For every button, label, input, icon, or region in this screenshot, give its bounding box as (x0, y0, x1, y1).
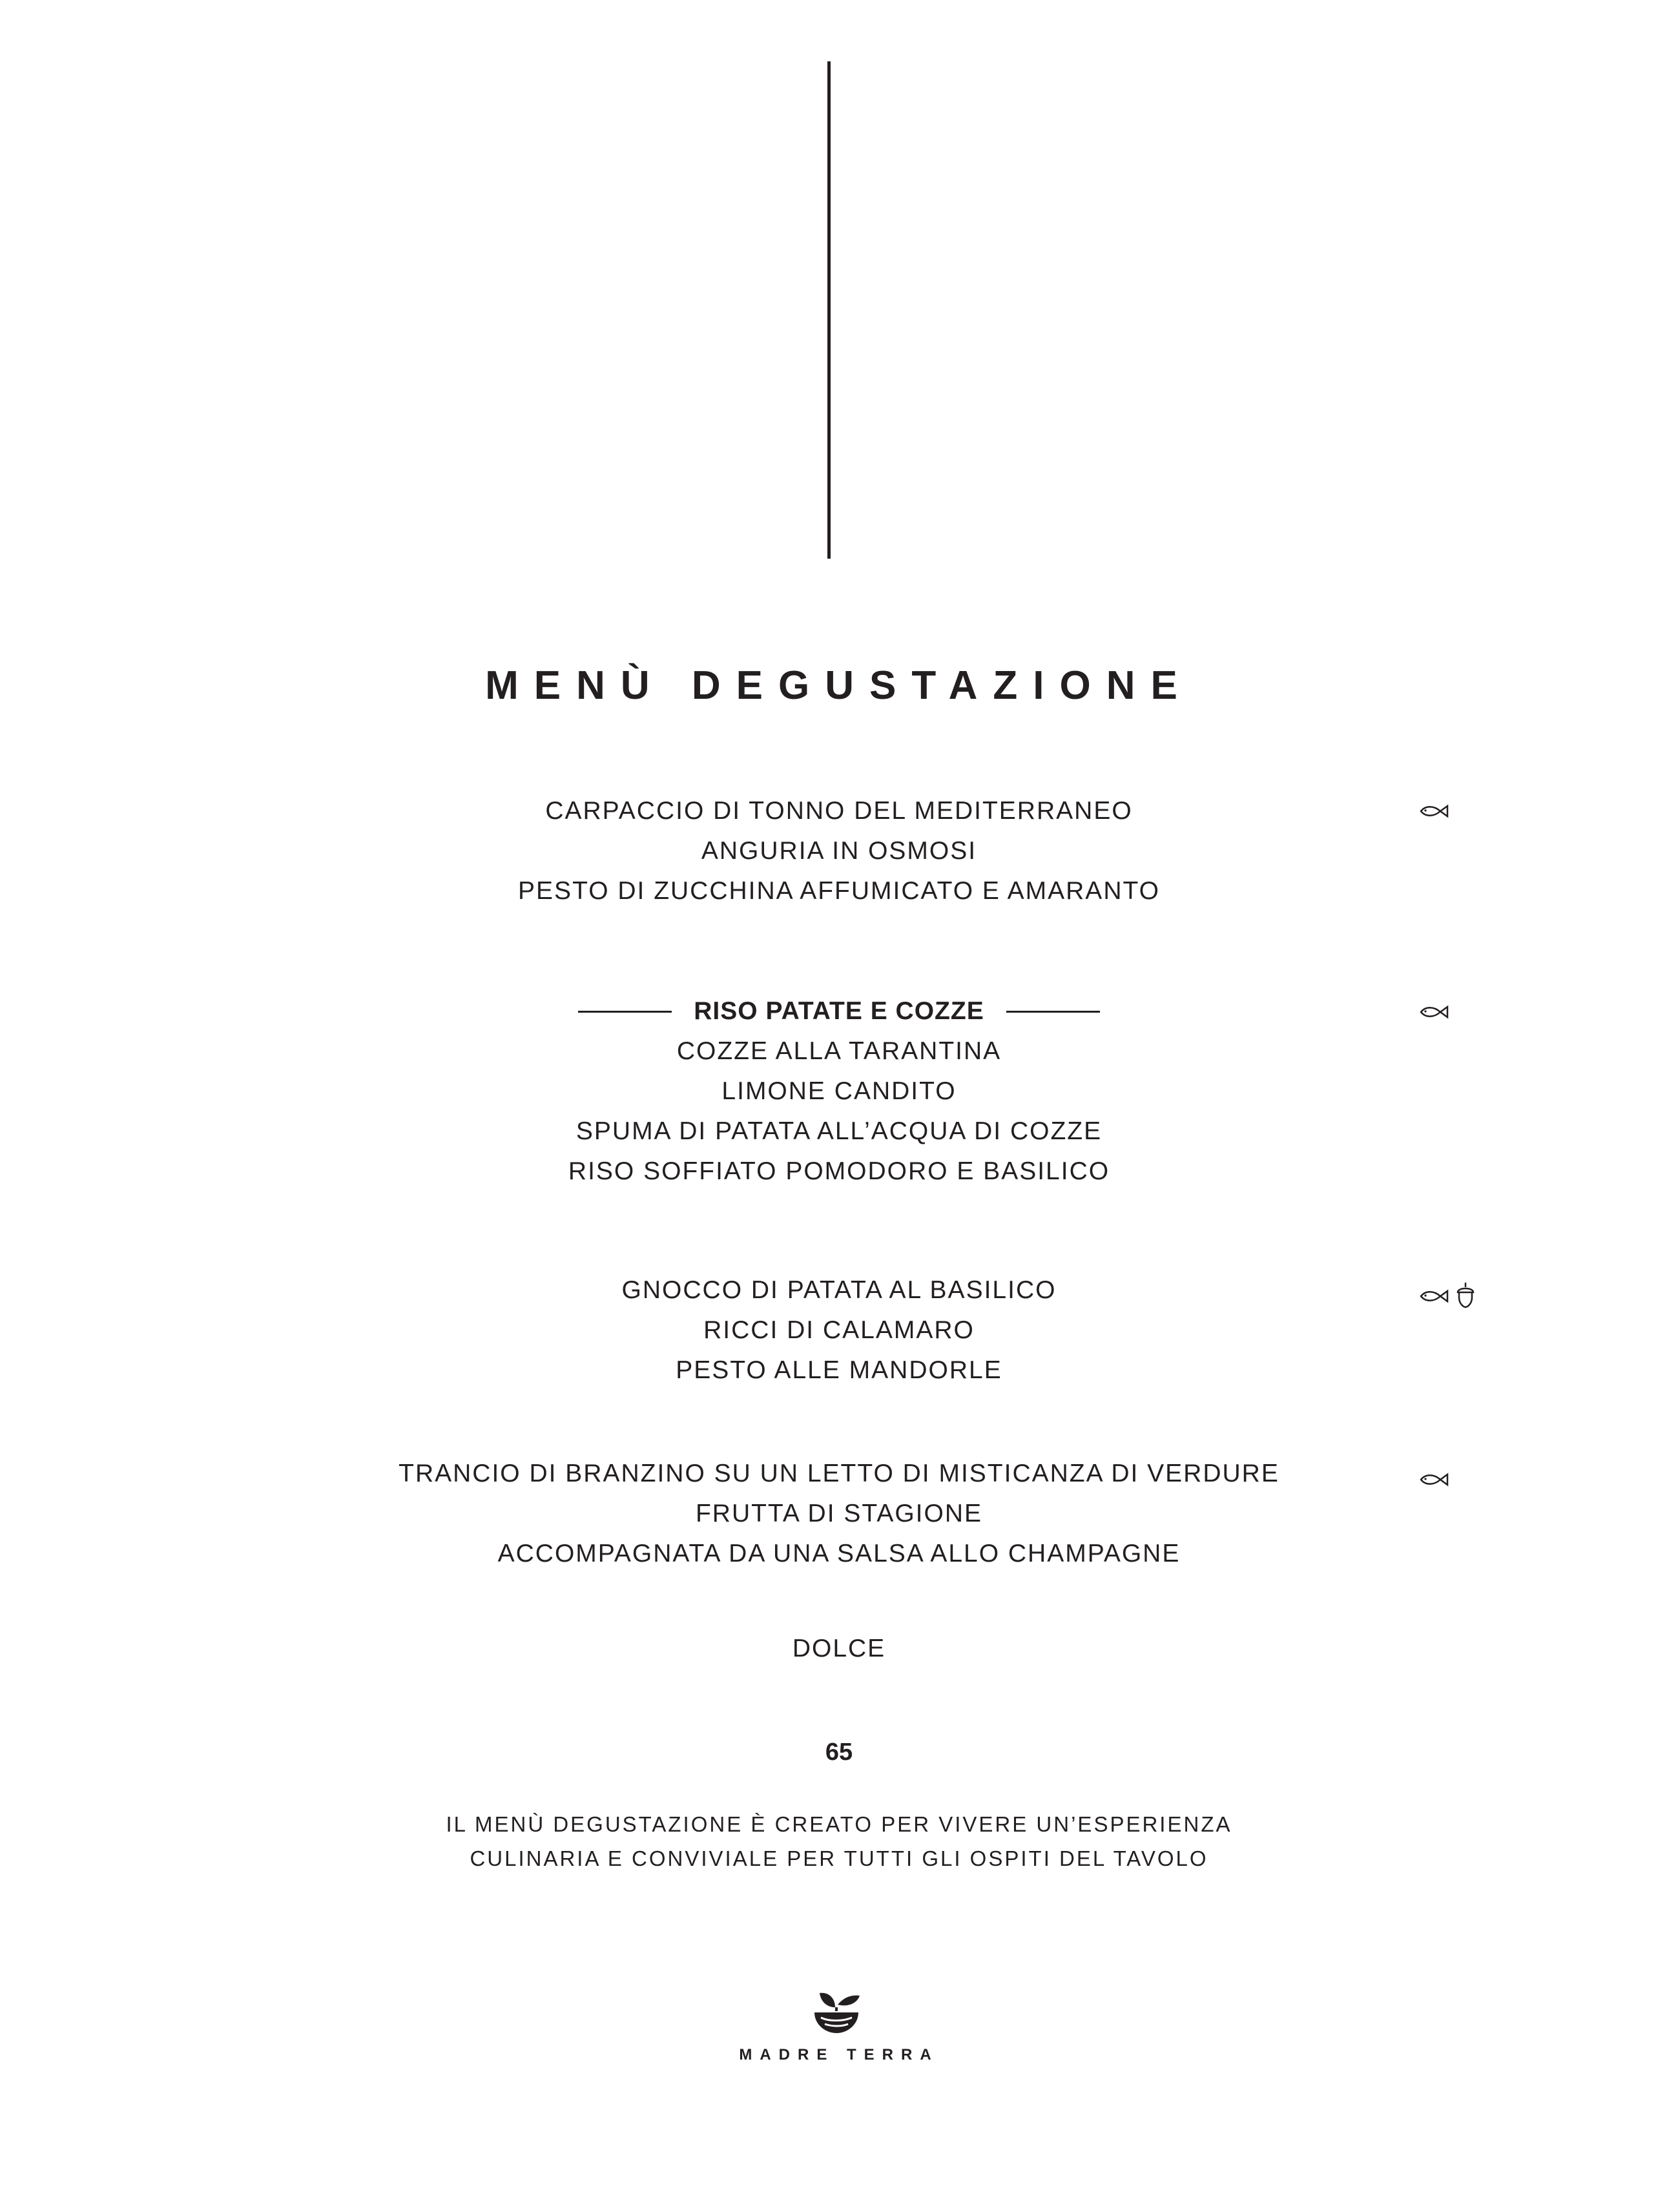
course-1-line-2: ANGURIA IN OSMOSI (701, 837, 977, 865)
course-1-line-1: CARPACCIO DI TONNO DEL MEDITERRANEO (545, 797, 1133, 825)
course-3-line-2: RICCI DI CALAMARO (703, 1316, 975, 1344)
menu-title: MENÙ DEGUSTAZIONE (485, 663, 1193, 708)
menu-price: 65 (825, 1739, 853, 1766)
decorative-vertical-line (827, 61, 831, 559)
course-2-heading-text: RISO PATATE E COZZE (694, 997, 984, 1025)
course-4-line-3: ACCOMPAGNATA DA UNA SALSA ALLO CHAMPAGNE (497, 1540, 1181, 1567)
course-5-line-1: DOLCE (792, 1635, 886, 1662)
course-3-line-3: PESTO ALLE MANDORLE (676, 1356, 1002, 1384)
course-2-line-3: SPUMA DI PATATA ALL’ACQUA DI COZZE (575, 1117, 1103, 1145)
heading-dash-left (578, 1011, 672, 1013)
course-2-line-1: COZZE ALLA TARANTINA (676, 1037, 1002, 1065)
brand-name: MADRE TERRA (739, 2046, 939, 2063)
acorn-icon (1456, 1281, 1475, 1308)
course-2-line-4: RISO SOFFIATO POMODORO E BASILICO (568, 1157, 1110, 1185)
fish-icon (1420, 1005, 1449, 1019)
course-2-line-2: LIMONE CANDITO (721, 1077, 957, 1105)
fish-icon (1420, 1473, 1449, 1487)
fish-icon (1420, 804, 1449, 818)
heading-dash-right (1006, 1011, 1100, 1013)
fish-icon (1420, 1289, 1449, 1303)
course-3-line-1: GNOCCO DI PATATA AL BASILICO (621, 1276, 1057, 1304)
note-line-1: IL MENÙ DEGUSTAZIONE È CREATO PER VIVERE UN’ESPERIENZA (446, 1812, 1232, 1836)
note-line-2: CULINARIA E CONVIVIALE PER TUTTI GLI OSPITI DEL TAVOLO (470, 1846, 1208, 1870)
course-1-line-3: PESTO DI ZUCCHINA AFFUMICATO E AMARANTO (518, 877, 1160, 905)
course-4-line-2: FRUTTA DI STAGIONE (695, 1500, 983, 1527)
madre-terra-logo-icon (805, 1981, 867, 2037)
course-4-line-1: TRANCIO DI BRANZINO SU UN LETTO DI MISTICANZA DI VERDURE (399, 1460, 1279, 1487)
